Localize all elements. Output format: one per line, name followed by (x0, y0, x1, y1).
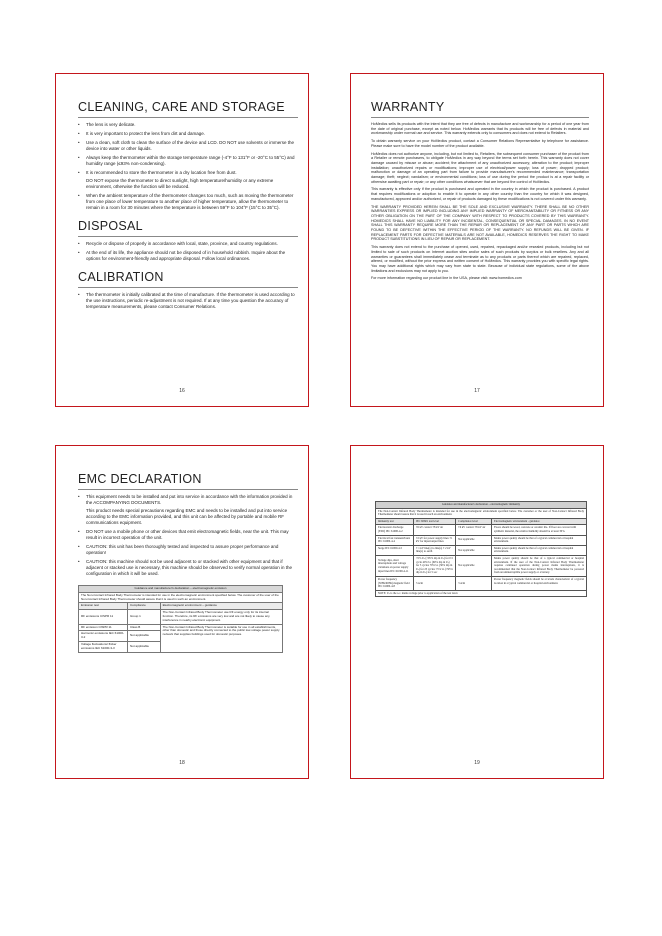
table-cell: ±6 kV contact ±8 kV air (456, 525, 492, 535)
table-cell: Voltage dips, short interruptions and voltage variations on power supply input lines IEC 61000-4-11 (376, 555, 414, 576)
list-item: • Always keep the thermometer within the storage temperature range (-4°F to 131°F or -20°C to 55°C) and humidity range (≤93% non-condensing). (78, 155, 298, 167)
table-cell: Group 1 (127, 610, 160, 624)
column-header: IEC 60601 test level (413, 518, 455, 525)
list-item (78, 494, 298, 526)
list-item: • CAUTION: this machine should not be used adjacent to or stacked with other equipment and that if adjacent or stacked use is necessary, this machine should be observed to verify normal operation in the configuration in which it will be used. (78, 559, 298, 577)
table-row (79, 624, 283, 631)
list-item: • It is very important to protect the lens from dirt and damage. (78, 131, 298, 137)
table-cell: Not applicable (456, 545, 492, 555)
warranty-paragraph: HoMedics does not authorize anyone, including, but not limited to, Retailers, the subsequent consumer purchaser of the product from a Retailer or remote purchasers, to obligate HoMedics in any way beyond the terms set forth herein. This warranty does not cover damage caused by misuse or abuse; accident; the attachment of any unauthorized accessory; alteration to the product; improper installation; unauthorized repairs or modifications; improper use of electrical/power supply; loss of power; dropped product; malfunction or damage of an operating part from failure to provide manufacturer's recommended maintenance; transportation damage; theft; neglect; vandalism; or environmental conditions; loss of use during the period the product is at a repair facility or otherwise awaiting part or repair; or any other conditions whatsoever that are beyond the control of HoMedics. (371, 151, 589, 184)
page-17 (350, 73, 604, 407)
list-item: • When the ambient temperature of the thermometer changes too much, such as moving the thermometer from one place of lower temperature to another place of higher temperature, allow the thermometer to remain in a room for 30 minutes where the temperature is between 59°F to 104°F (15°C to 35°C). (78, 193, 298, 211)
page-number: 19 (474, 760, 480, 766)
list-item: • CAUTION: this unit has been thoroughly tested and inspected to assure proper performance and operation! (78, 544, 298, 556)
table-cell: Mains power quality should be that of a typical commercial or hospital environment. (492, 545, 587, 555)
list-item-text: It is recommended to store the thermometer in a dry location free from dust. (86, 170, 237, 175)
column-header: Compliance (127, 603, 160, 610)
warranty-paragraph: HoMedics sells its products with the intent that they are free of defects in manufacture and workmanship for a period of one year from the date of original purchase, except as noted below. HoMedics warrants that its products will be free of defects in material and workmanship under normal use and service. This warranty extends only to consumers and does not extend to Retailers. (371, 122, 589, 136)
page-19 (350, 445, 604, 779)
table-header: Guidance and manufacturer's declaration – electromagnetic immunity (376, 502, 587, 509)
table-cell: Not applicable (127, 641, 160, 652)
column-header: Immunity test (376, 518, 414, 525)
list-item: • The lens is very delicate. (78, 122, 298, 128)
table-cell: ±2 kV for power supply lines ±1 kV for input/output lines (413, 535, 455, 545)
list-item: • At the end of its life, the appliance should not be disposed of in household rubbish. Inquire about the options for environment-friendly and appropriate disposal. Follow local ordinances. (78, 250, 298, 262)
warranty-paragraph: To obtain warranty service on your HoMedics product, contact a Consumer Relations Representative by telephone for assistance. Please make sure to have the model number of the product available. (371, 139, 589, 148)
list-item-text: This equipment needs to be installed and put into service in accordance with the information provided in the ACCOMPANYING DOCUMENTS. (86, 494, 293, 505)
table-cell: Class B (127, 624, 160, 631)
table-cell: Electrostatic discharge (ESD) IEC 61000-4-2 (376, 525, 414, 535)
table-cell: Not applicable (456, 535, 492, 545)
table-cell: Mains power quality should be that of a typical commercial or hospital environment. (492, 535, 587, 545)
section-title-emc: EMC DECLARATION (78, 472, 298, 490)
table-cell: Electrical fast transient/burst IEC 61000-4-4 (376, 535, 414, 545)
immunity-table (375, 501, 587, 597)
page-number: 16 (179, 388, 185, 394)
table-row (376, 555, 587, 576)
column-header: Electromagnetic environment - guidance (492, 518, 587, 525)
section-title-cleaning: CLEANING, CARE AND STORAGE (78, 100, 298, 118)
table-cell: The Non-Contact Infrared Body Thermometer use RF energy only for its internal function. Therefore, its RF emissions are very low and are not likely to cause any interference in nearby electronic equipment. (160, 610, 282, 624)
table-cell: Voltage fluctuations/ flicker emissions IEC 61000-3-3 (79, 641, 128, 652)
section-title-warranty: WARRANTY (371, 100, 589, 118)
table-cell: Surge IEC 61000-4-5 (376, 545, 414, 555)
care-list (78, 122, 298, 211)
table-row (376, 545, 587, 555)
table-note: NOTE: Uₜ is the a.c. mains voltage prior to application of the test level. (376, 590, 587, 597)
table-cell: RF emissions CISPR 11 (79, 610, 128, 624)
warranty-paragraph: THE WARRANTY PROVIDED HEREIN SHALL BE THE SOLE AND EXCLUSIVE WARRANTY. THERE SHALL BE NO OTHER WARRANTIES EXPRESS OR IMPLIED INCLUDING ANY IMPLIED WARRANTY OF MERCHANTABILITY OR FITNESS OR ANY OTHER OBLIGATION ON THE PART OF THE COMPANY WITH RESPECT TO PRODUCTS COVERED BY THIS WARRANTY. HOMEDICS SHALL HAVE NO LIABILITY FOR ANY INCIDENTAL, CONSEQUENTIAL OR SPECIAL DAMAGES. IN NO EVENT SHALL THIS WARRANTY REQUIRE MORE THAN THE REPAIR OR REPLACEMENT OF ANY PART OR PARTS WHICH ARE FOUND TO BE DEFECTIVE WITHIN THE EFFECTIVE PERIOD OF THE WARRANTY. NO REFUNDS WILL BE GIVEN. IF REPLACEMENT PARTS FOR DEFECTIVE MATERIALS ARE NOT AVAILABLE, HOMEDICS RESERVES THE RIGHT TO MAKE PRODUCT SUBSTITUTIONS IN LIEU OF REPAIR OR REPLACEMENT. (371, 204, 589, 242)
page-number: 18 (179, 760, 185, 766)
list-item (78, 170, 298, 190)
list-item-subtext: DO NOT expose the thermometer to direct sunlight, high temperature/humidity or any extreme environment, otherwise the function will be reduced. (86, 178, 274, 189)
warranty-paragraph: This warranty is effective only if the product is purchased and operated in the country in which the product is purchased. A product that requires modifications or adoption to enable it to operate in any other country than the country for which it was designed, manufactured, approved and/or authorized, or repair of products damaged by these modifications is not covered under this warranty. (371, 187, 589, 201)
table-cell: 3 A/m (456, 576, 492, 590)
emc-list (78, 494, 298, 577)
table-row (376, 576, 587, 590)
page-16 (55, 73, 309, 407)
table-cell: Harmonic emissions IEC 61000-3-2 (79, 631, 128, 642)
table-row (376, 518, 587, 525)
warranty-paragraph: This warranty does not extend to the purchase of opened, used, repaired, repackaged and/or resealed products, including but not limited to sale of such products on Internet auction sites and/or sales of such products by surplus or bulk resellers. Any and all warranties or guarantees shall immediately cease and terminate as to any products or parts thereof which are repaired, replaced, altered, or modified, without the prior express and written consent of HoMedics. This warranty provides you with specific legal rights. You may have additional rights which may vary from state to state. Because of individual state regulations, some of the above limitations and exclusions may not apply to you. (371, 245, 589, 273)
column-header: Electromagnetic environment – guidance (160, 603, 282, 610)
table-row (376, 525, 587, 535)
table-cell: RF emission CISPR 11 (79, 624, 128, 631)
table-cell: Mains power quality should be that of a typical commercial or hospital environment. If the user of the Non-Contact Infrared Body Thermometer requires continued operation during power mains interruptions, it is recommended that the Non-Contact Infrared Body Thermometer be powered from an uninterruptible power supply or a battery. (492, 555, 587, 576)
page-number: 17 (474, 388, 480, 394)
table-cell: Not applicable (456, 555, 492, 576)
table-intro: The Non-Contact Infrared Body Thermometer is intended for use in the electromagnetic environment specified below. The customer or the user of Non-Contact Infrared Body Thermometer should assure that it is used in such an environment. (376, 508, 587, 518)
disposal-list (78, 241, 298, 262)
list-item: • The thermometer is initially calibrated at the time of manufacture. If the thermometer is used according to the use instructions, periodic re-adjustment is not required. If at any time you question the accuracy of temperature measurements, please contact Consumer Relations. (78, 292, 298, 310)
list-item-subtext: This product needs special precautions regarding EMC and needs to be installed and put into service according to the EMC information provided, and this unit can be affected by portable and mobile RF communications equipment. (86, 508, 288, 525)
column-header: Compliance level (456, 518, 492, 525)
table-cell: The Non-Contact Infrared Body Thermometer is suitable for use in all establishments, other than domestic and those directly connected to the public low-voltage power supply network that supplies buildings used for domestic purposes. (160, 624, 282, 652)
section-title-disposal: DISPOSAL (78, 219, 298, 237)
calibration-list (78, 292, 298, 310)
table-cell: 3 A/m (413, 576, 455, 590)
table-header: Guidance and manufacturer's declaration – electromagnetic emission (79, 586, 283, 593)
list-item: • Recycle or dispose of properly in accordance with local, state, province, and country regulations. (78, 241, 298, 247)
section-title-calibration: CALIBRATION (78, 270, 298, 288)
table-cell: Power frequency magnetic fields should be at levels characteristic of a typical location in a typical commercial or hospital environment. (492, 576, 587, 590)
table-row (79, 603, 283, 610)
warranty-paragraph: For more information regarding our product line in the USA, please visit: www.homedics.com (371, 276, 522, 281)
table-cell: Power frequency (50Hz/60Hz) magnetic field IEC 61000-4-8 (376, 576, 414, 590)
table-cell: Not applicable (127, 631, 160, 642)
table-cell: Floors should be wood, concrete or ceramic tile. If floor are covered with synthetic material, the relative humidity should be at least 30%. (492, 525, 587, 535)
table-cell: ±6 kV contact ±8 kV air (413, 525, 455, 535)
table-intro: The Non-Contact Infrared Body Thermometer is intended for use in the electromagnetic environment specified below. The customer of the user of the Non-Contact Infrared Body Thermometer should assure that it is used in such an environment. (79, 592, 283, 603)
table-cell: <5% Uₜ (>95% dip in Uₜ) for 0.5 cycle 40% Uₜ (60% dip in Uₜ) for 5 cycles 70% Uₜ (30% dip in Uₜ) for 25 cycles <5% Uₜ (>95% dip in Uₜ) for 5 sec (413, 555, 455, 576)
list-item: • Use a clean, soft cloth to clean the surface of the device and LCD. DO NOT use solvents or immerse the device into water or other liquids. (78, 140, 298, 152)
table-row (376, 535, 587, 545)
emission-table (78, 585, 283, 653)
table-cell: ± 1 kV line(s) to line(s) ± 2 kV line(s) to earth (413, 545, 455, 555)
list-item: • DO NOT use a mobile phone or other devices that emit electromagnetic fields, near the unit. This may result in incorrect operation of the unit. (78, 529, 298, 541)
page-18 (55, 445, 309, 779)
column-header: Emission test (79, 603, 128, 610)
table-row (79, 610, 283, 624)
